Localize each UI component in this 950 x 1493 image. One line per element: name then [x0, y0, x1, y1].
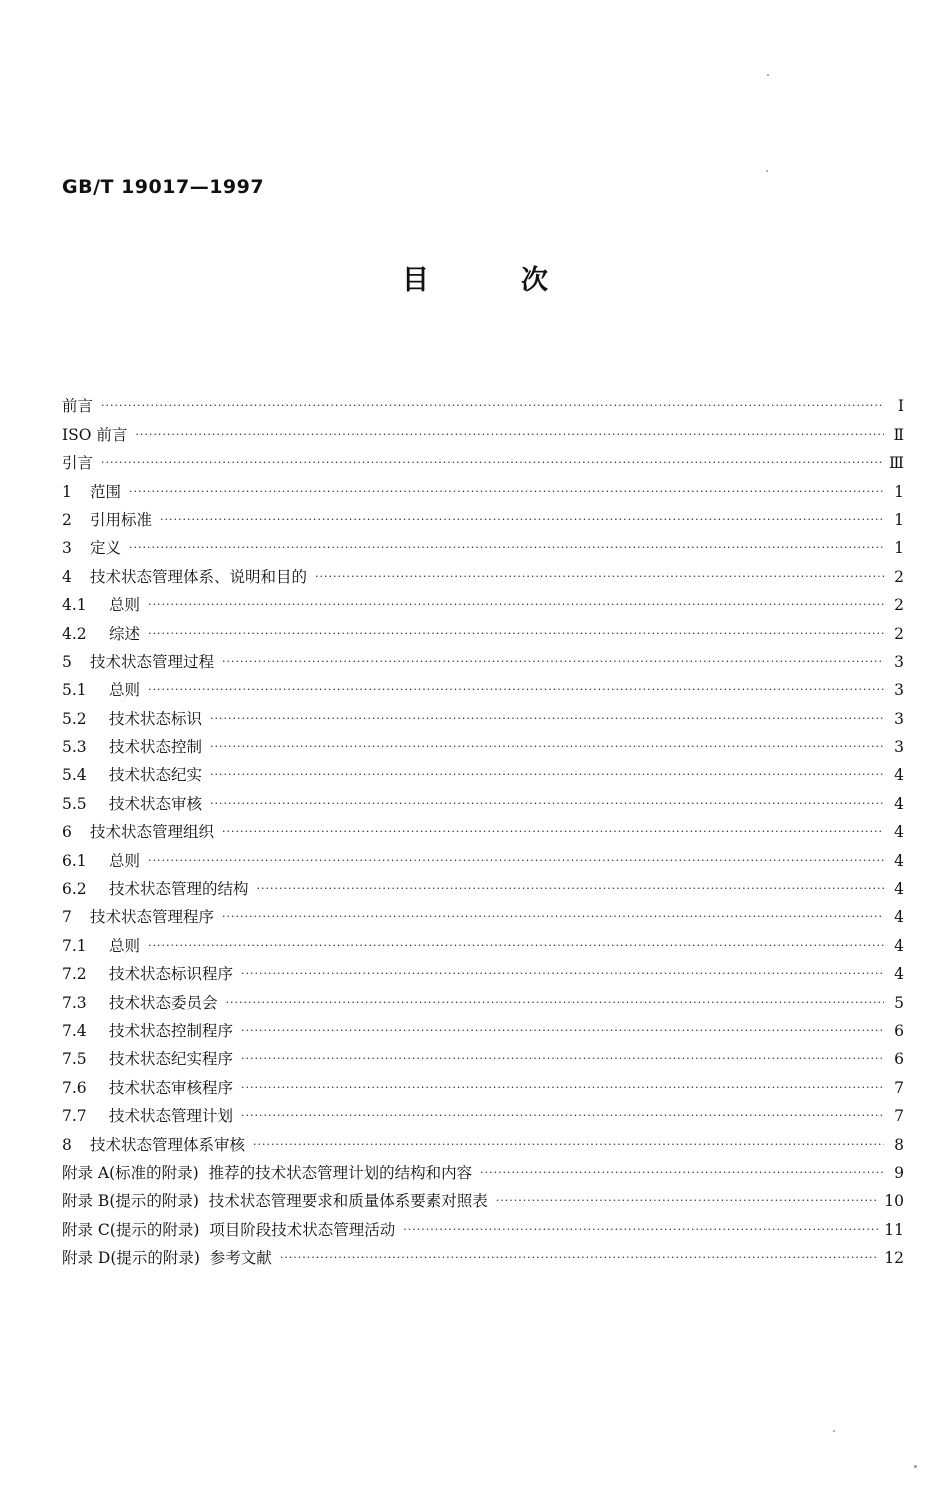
toc-entry-title: 技术状态管理组织	[90, 823, 215, 842]
toc-dot-leader	[226, 996, 884, 1013]
toc-dot-leader	[148, 854, 884, 871]
toc-entry-title: 技术状态管理程序	[90, 908, 215, 927]
toc-entry[interactable]	[62, 842, 904, 870]
toc-entry-page: 6	[894, 1021, 904, 1040]
toc-entry-page: 4	[894, 766, 904, 785]
toc-entry[interactable]	[62, 445, 904, 473]
scan-speck	[767, 74, 769, 76]
toc-entry-title: 引用标准	[90, 510, 153, 529]
toc-entry-title: 技术状态纪实程序	[109, 1050, 234, 1069]
toc-entry-page: 4	[894, 908, 904, 927]
toc-entry[interactable]	[62, 672, 904, 700]
toc-entry-title: 附录 B(提示的附录) 技术状态管理要求和质量体系要素对照表	[62, 1192, 488, 1211]
toc-entry[interactable]	[62, 927, 904, 955]
toc-entry-title: ISO 前言	[62, 425, 128, 444]
toc-entry-number: 5.4	[62, 766, 87, 785]
toc-dot-leader	[129, 541, 884, 558]
toc-entry-page: Ⅲ	[889, 454, 904, 473]
toc-dot-leader	[160, 513, 884, 530]
toc-entry[interactable]	[62, 530, 904, 558]
toc-entry-page: 11	[884, 1220, 904, 1239]
toc-dot-leader	[480, 1166, 884, 1183]
toc-dot-leader	[148, 598, 884, 615]
toc-entry[interactable]	[62, 871, 904, 899]
toc-dot-leader	[148, 683, 884, 700]
toc-entry-page: 3	[894, 652, 904, 671]
toc-entry[interactable]	[62, 956, 904, 984]
scan-speck	[833, 1430, 835, 1432]
toc-entry[interactable]	[62, 587, 904, 615]
toc-entry-number: 7.6	[62, 1078, 87, 1097]
toc-entry[interactable]	[62, 757, 904, 785]
toc-entry-number: 7.2	[62, 965, 87, 984]
toc-entry[interactable]	[62, 615, 904, 643]
toc-entry-number: 4.2	[62, 624, 87, 643]
toc-dot-leader	[210, 768, 884, 785]
toc-entry-title: 技术状态管理体系审核	[90, 1135, 246, 1154]
toc-entry-page: 1	[894, 510, 904, 529]
toc-entry-number: 4	[62, 567, 72, 586]
scan-speck	[914, 1465, 917, 1468]
toc-dot-leader	[148, 939, 884, 956]
toc-entry[interactable]	[62, 416, 904, 444]
toc-entry[interactable]	[62, 1155, 904, 1183]
toc-entry-page: 10	[884, 1192, 904, 1211]
title-part-1: 目	[402, 265, 429, 296]
toc-dot-leader	[210, 712, 884, 729]
toc-entry-number: 1	[62, 482, 72, 501]
toc-entry-number: 2	[62, 510, 72, 529]
toc-entry-title: 总则	[109, 936, 141, 955]
toc-dot-leader	[241, 1081, 884, 1098]
toc-entry-number: 5.2	[62, 709, 87, 728]
toc-entry[interactable]	[62, 502, 904, 530]
toc-entry-number: 5.5	[62, 794, 87, 813]
toc-entry-page: I	[897, 397, 904, 416]
toc-entry-number: 8	[62, 1135, 72, 1154]
toc-entry-number: 7.5	[62, 1050, 87, 1069]
toc-entry-title: 技术状态控制程序	[109, 1021, 234, 1040]
scan-speck	[766, 170, 768, 172]
toc-entry-number: 7.4	[62, 1021, 87, 1040]
toc-entry-page: 8	[894, 1135, 904, 1154]
toc-entry-title: 技术状态管理过程	[90, 652, 215, 671]
toc-entry[interactable]	[62, 1126, 904, 1154]
toc-entry-title: 总则	[109, 681, 141, 700]
toc-entry-page: 3	[894, 681, 904, 700]
toc-entry-number: 5.1	[62, 681, 87, 700]
toc-entry[interactable]	[62, 388, 904, 416]
toc-dot-leader	[222, 910, 884, 927]
toc-dot-leader	[403, 1223, 878, 1240]
toc-entry-page: 4	[894, 851, 904, 870]
toc-entry-number: 4.1	[62, 596, 87, 615]
toc-entry[interactable]	[62, 1183, 904, 1211]
toc-dot-leader	[101, 456, 883, 473]
table-of-contents	[62, 388, 904, 1268]
toc-dot-leader	[280, 1251, 878, 1268]
toc-entry[interactable]	[62, 1069, 904, 1097]
toc-entry-page: 6	[894, 1050, 904, 1069]
toc-entry[interactable]	[62, 1211, 904, 1239]
toc-entry-title: 前言	[62, 397, 94, 416]
toc-entry-title: 技术状态委员会	[109, 993, 218, 1012]
toc-entry-number: 5.3	[62, 738, 87, 757]
toc-dot-leader	[210, 797, 884, 814]
toc-dot-leader	[241, 1024, 884, 1041]
toc-entry[interactable]	[62, 729, 904, 757]
toc-entry-title: 技术状态管理计划	[109, 1107, 234, 1126]
toc-entry[interactable]	[62, 1240, 904, 1268]
title-part-2: 次	[521, 265, 548, 296]
toc-entry[interactable]	[62, 899, 904, 927]
toc-entry[interactable]	[62, 644, 904, 672]
toc-entry-number: 3	[62, 539, 72, 558]
toc-entry[interactable]	[62, 558, 904, 586]
toc-entry-page: 4	[894, 880, 904, 899]
toc-entry-page: 7	[894, 1107, 904, 1126]
toc-entry-page: 2	[894, 596, 904, 615]
toc-dot-leader	[148, 627, 884, 644]
toc-entry-page: 4	[894, 965, 904, 984]
toc-entry-page: 4	[894, 823, 904, 842]
toc-dot-leader	[253, 1138, 884, 1155]
toc-entry-title: 附录 C(提示的附录) 项目阶段技术状态管理活动	[62, 1220, 396, 1239]
toc-entry-page: 7	[894, 1078, 904, 1097]
toc-entry-number: 7.7	[62, 1107, 87, 1126]
toc-entry-number: 7.1	[62, 936, 87, 955]
toc-entry[interactable]	[62, 785, 904, 813]
toc-entry[interactable]	[62, 1098, 904, 1126]
page-title	[0, 258, 950, 297]
toc-dot-leader	[241, 1109, 884, 1126]
toc-entry-number: 6	[62, 823, 72, 842]
toc-entry-title: 引言	[62, 454, 94, 473]
toc-dot-leader	[101, 399, 884, 416]
toc-dot-leader	[222, 655, 884, 672]
toc-entry-number: 6.1	[62, 851, 87, 870]
toc-entry[interactable]	[62, 473, 904, 501]
toc-dot-leader	[210, 740, 884, 757]
toc-entry-number: 7	[62, 908, 72, 927]
toc-entry-title: 技术状态纪实	[109, 766, 203, 785]
toc-entry-page: 9	[894, 1163, 904, 1182]
toc-entry-page: 4	[894, 936, 904, 955]
toc-entry-title: 技术状态标识程序	[109, 965, 234, 984]
toc-entry-title: 附录 A(标准的附录) 推荐的技术状态管理计划的结构和内容	[62, 1163, 473, 1182]
toc-entry-title: 技术状态标识	[109, 709, 203, 728]
toc-entry-number: 5	[62, 652, 72, 671]
toc-entry-title: 总则	[109, 851, 141, 870]
toc-dot-leader	[135, 428, 884, 445]
toc-dot-leader	[315, 570, 884, 587]
toc-entry-number: 7.3	[62, 993, 87, 1012]
toc-entry[interactable]	[62, 1013, 904, 1041]
toc-entry[interactable]	[62, 814, 904, 842]
toc-dot-leader	[129, 485, 884, 502]
toc-dot-leader	[241, 967, 884, 984]
toc-dot-leader	[257, 882, 884, 899]
toc-entry-title: 综述	[109, 624, 141, 643]
toc-dot-leader	[241, 1052, 884, 1069]
toc-entry[interactable]	[62, 984, 904, 1012]
toc-entry-page: 3	[894, 709, 904, 728]
toc-entry-title: 定义	[90, 539, 122, 558]
toc-entry-page: 2	[894, 624, 904, 643]
toc-entry-page: 1	[894, 539, 904, 558]
toc-entry-title: 范围	[90, 482, 122, 501]
standard-code: GB/T 19017—1997	[62, 176, 265, 198]
toc-entry-page: 4	[894, 794, 904, 813]
toc-entry-number: 6.2	[62, 880, 87, 899]
toc-entry-page: 3	[894, 738, 904, 757]
toc-dot-leader	[496, 1194, 878, 1211]
toc-entry-page: 12	[884, 1249, 904, 1268]
toc-entry-title: 技术状态控制	[109, 738, 203, 757]
toc-entry-title: 技术状态管理体系、说明和目的	[90, 567, 308, 586]
toc-entry-title: 技术状态审核程序	[109, 1078, 234, 1097]
toc-dot-leader	[222, 825, 884, 842]
toc-entry[interactable]	[62, 1041, 904, 1069]
toc-entry-page: 1	[894, 482, 904, 501]
toc-entry-title: 技术状态审核	[109, 794, 203, 813]
toc-entry-page: Ⅱ	[893, 425, 904, 444]
toc-entry-page: 5	[894, 993, 904, 1012]
toc-entry-page: 2	[894, 567, 904, 586]
toc-entry-title: 总则	[109, 596, 141, 615]
toc-entry[interactable]	[62, 700, 904, 728]
toc-entry-title: 技术状态管理的结构	[109, 880, 249, 899]
toc-entry-title: 附录 D(提示的附录) 参考文献	[62, 1249, 272, 1268]
